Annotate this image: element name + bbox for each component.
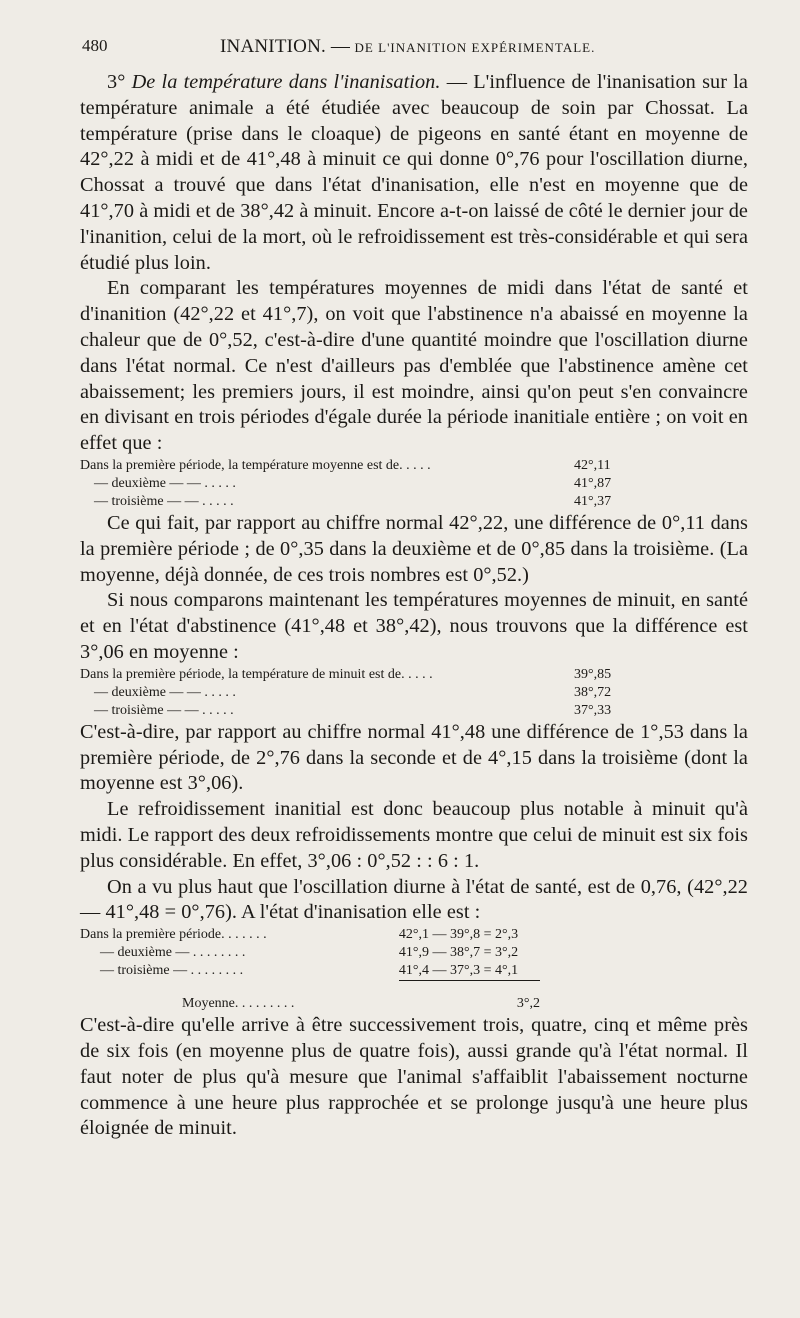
page-header [82,36,712,60]
table-row-value: 41°,9 — 38°,7 = 3°,2 [398,945,519,961]
table-row-label: — troisième — — . . . . . [94,493,234,509]
table-mean-value: 3°,2 [399,981,540,1014]
paragraph-midi-comparison: En comparant les températures moyennes de midi dans l'état de santé et d'inanition (42°,22 et 41°,7), on voit que l'abstinence n'a abaissé en moyenne la chaleur que de 0°,52, c'est-à-dire d'une quantité moindre que l'oscillation diurne dans l'état normal. Ce n'est d'ailleurs pas d'emblée que l'abstinence amène cet abaissement; les premiers jours, il est moindre, ainsi qu'on peut s'en convaincre en divisant en trois périodes d'égale durée la période inanitiale entière ; on voit en effet que : [80,277,748,455]
table-row-label: — deuxième — — . . . . . [94,684,236,700]
section-number: 3° [107,71,132,93]
paragraph-temperature-intro [80,70,748,276]
running-title-sub: DE L'INANITION EXPÉRIMENTALE. [354,40,596,55]
section-title: De la température dans l'inanisation. [131,71,441,93]
table-mean-label: Moyenne. . . . . . . . . [182,995,295,1011]
table-row-value: 42°,11 [574,457,611,473]
table-mean-row [80,981,540,1014]
paragraph-oscillation: On a vu plus haut que l'oscillation diurne à l'état de santé, est de 0,76, (42°,22 — 41°,48 = 0°,76). A l'état d'inanisation elle est : [80,875,748,924]
table-row [80,962,540,981]
table-row [80,475,622,493]
table-row-value: 41°,4 — 37°,3 = 4°,1 [398,963,519,979]
table-row-value: 38°,72 [574,684,612,700]
table-row-label: — deuxième — — . . . . . [94,475,236,491]
table-row [80,493,622,511]
running-title [220,36,595,58]
table-midi-temperatures [80,457,622,511]
paragraph-text: — L'influence de l'inanisation sur la température animale a été étudiée avec beaucoup de soin par Chossat. La température (prise dans le cloaque) de pigeons en santé étant en moyenne de 42°,22 à midi et de 41°,48 à minuit ce qui donne 0°,76 pour l'oscillation diurne, Chossat a trouvé que dans l'état d'inanisation, elle n'est en moyenne que de 41°,70 à midi et de 38°,42 à minuit. Encore a-t-on laissé de côté le dernier jour de l'inanition, celui de la mort, où le refroidissement est très-considérable et qui sera étudié plus loin. [80,71,748,274]
table-minuit-temperatures [80,666,622,720]
paragraph-minuit-comparison: Si nous comparons maintenant les températures moyennes de minuit, en santé et en l'état d'abstinence (41°,48 et 38°,42), nous trouvons que la différence est 3°,06 en moyenne : [80,589,748,663]
table-row-label: Dans la première période, la température moyenne est de. . . . . [80,457,431,473]
paragraph-midi-differences: Ce qui fait, par rapport au chiffre normal 42°,22, une différence de 0°,11 dans la première période ; de 0°,35 dans la deuxième et de 0°,85 dans la troisième. (La moyenne, déjà donnée, de ces trois nombres est 0°,52.) [80,511,748,586]
table-row [80,666,622,684]
paragraph-refroidissement: Le refroidissement inanitial est donc beaucoup plus notable à minuit qu'à midi. Le rapport des deux refroidissements montre que celui de minuit est six fois plus considérable. En effet, 3°,06 : 0°,52 : : 6 : 1. [80,798,748,872]
table-row-value: 41°,87 [574,475,612,491]
page-number: 480 [82,36,108,55]
table-oscillation [80,926,540,1013]
table-row [80,457,622,475]
table-row-label: — troisième — . . . . . . . . [100,963,244,979]
table-row-label: Dans la première période, la température de minuit est de. . . . . [80,666,433,682]
paragraph-minuit-differences: C'est-à-dire, par rapport au chiffre normal 41°,48 une différence de 1°,53 dans la première période, de 2°,76 dans la seconde et de 4°,15 dans la troisième (dont la moyenne est 3°,06). [80,720,748,795]
table-row [80,702,622,720]
running-title-main: INANITION. — [220,36,351,57]
table-row-value: 42°,1 — 39°,8 = 2°,3 [398,927,519,943]
table-row-value: 41°,37 [574,493,612,509]
paragraph-conclusion: C'est-à-dire qu'elle arrive à être successivement trois, quatre, cinq et même près de six fois (en moyenne plus de quatre fois), aussi grande qu'à l'état normal. Il faut noter de plus qu'à mesure que l'animal s'affaiblit l'abaissement nocturne commence à une heure plus rapprochée et se prolonge jusqu'à une heure plus éloignée de minuit. [80,1014,748,1140]
table-row-label: — deuxième — . . . . . . . . [100,945,246,961]
body-text [80,70,748,1142]
table-row-value: 37°,33 [574,702,612,718]
table-row [80,926,540,944]
table-row [80,684,622,702]
table-row [80,944,540,962]
table-row-label: Dans la première période. . . . . . . [80,927,267,943]
table-row-value: 39°,85 [574,666,612,682]
table-row-label: — troisième — — . . . . . [94,702,234,718]
